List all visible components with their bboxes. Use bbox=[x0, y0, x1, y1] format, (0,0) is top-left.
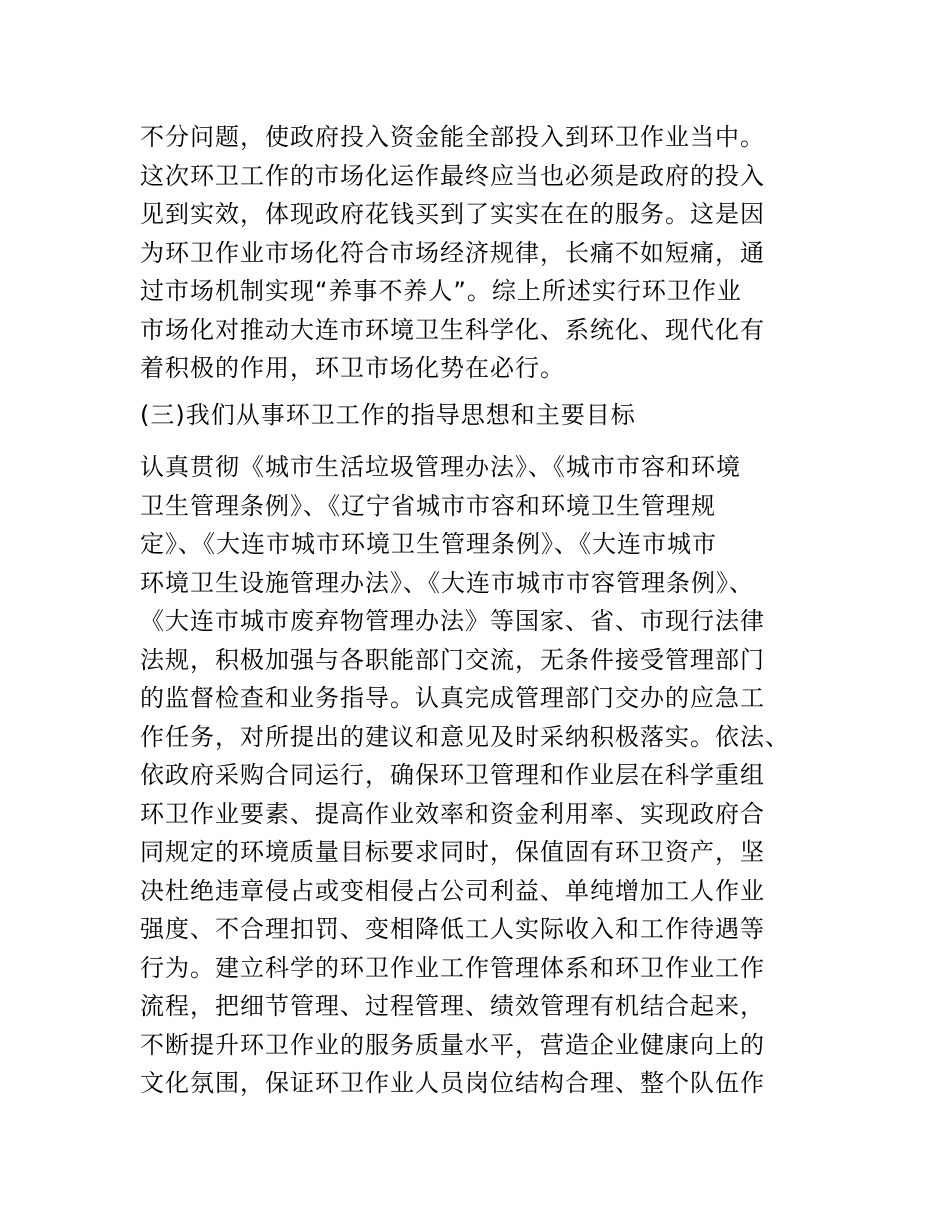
text-line: 作任务，对所提出的建议和意见及时采纳积极落实。依法、 bbox=[140, 722, 790, 751]
text-line: 流程，把细节管理、过程管理、绩效管理有机结合起来， bbox=[140, 992, 765, 1020]
text-line: 依政府采购合同运行，确保环卫管理和作业层在科学重组 bbox=[140, 761, 765, 789]
text-line: 文化氛围，保证环卫作业人员岗位结构合理、整个队伍作 bbox=[140, 1069, 765, 1097]
text-line: 定》、《大连市城市环境卫生管理条例》、《大连市城市 bbox=[140, 530, 717, 558]
text-line: 不断提升环卫作业的服务质量水平，营造企业健康向上的 bbox=[140, 1030, 765, 1059]
text-line: 市场化对推动大连市环境卫生科学化、系统化、现代化有 bbox=[140, 315, 765, 344]
text-line: 为环卫作业市场化符合市场经济规律，长痛不如短痛，通 bbox=[140, 238, 765, 267]
section-heading: (三)我们从事环卫工作的指导思想和主要目标 bbox=[140, 400, 636, 429]
text-line: 认真贯彻《城市生活垃圾管理办法》、《城市市容和环境 bbox=[140, 453, 741, 481]
text-line: 卫生管理条例》、《辽宁省城市市容和环境卫生管理规 bbox=[140, 491, 716, 520]
text-line: 法规，积极加强与各职能部门交流，无条件接受管理部门 bbox=[140, 645, 765, 674]
text-line: 见到实效，体现政府花钱买到了实实在在的服务。这是因 bbox=[140, 200, 765, 228]
text-line: 这次环卫工作的市场化运作最终应当也必须是政府的投入 bbox=[140, 161, 765, 190]
text-line: 环卫作业要素、提高作业效率和资金利用率、实现政府合 bbox=[140, 799, 765, 828]
paragraph-2 bbox=[140, 448, 810, 1103]
text-line: 过市场机制实现“养事不养人”。综上所述实行环卫作业 bbox=[140, 277, 742, 305]
text-line: 行为。建立科学的环卫作业工作管理体系和环卫作业工作 bbox=[140, 953, 765, 982]
section-heading-wrap bbox=[140, 396, 810, 435]
text-line: 决杜绝违章侵占或变相侵占公司利益、单纯增加工人作业 bbox=[140, 876, 765, 905]
text-line: 强度、不合理扣罚、变相降低工人实际收入和工作待遇等 bbox=[140, 915, 765, 943]
text-line: 《大连市城市废弃物管理办法》等国家、省、市现行法律 bbox=[140, 607, 765, 635]
text-line: 着积极的作用，环卫市场化势在必行。 bbox=[140, 354, 565, 382]
paragraph-1 bbox=[140, 118, 810, 388]
text-line: 环境卫生设施管理办法》、《大连市城市市容管理条例》、 bbox=[140, 568, 754, 597]
text-line: 不分问题，使政府投入资金能全部投入到环卫作业当中。 bbox=[140, 123, 765, 151]
text-line: 同规定的环境质量目标要求同时，保值固有环卫资产，坚 bbox=[140, 838, 765, 866]
document-body bbox=[140, 118, 810, 1103]
text-line: 的监督检查和业务指导。认真完成管理部门交办的应急工 bbox=[140, 684, 765, 712]
